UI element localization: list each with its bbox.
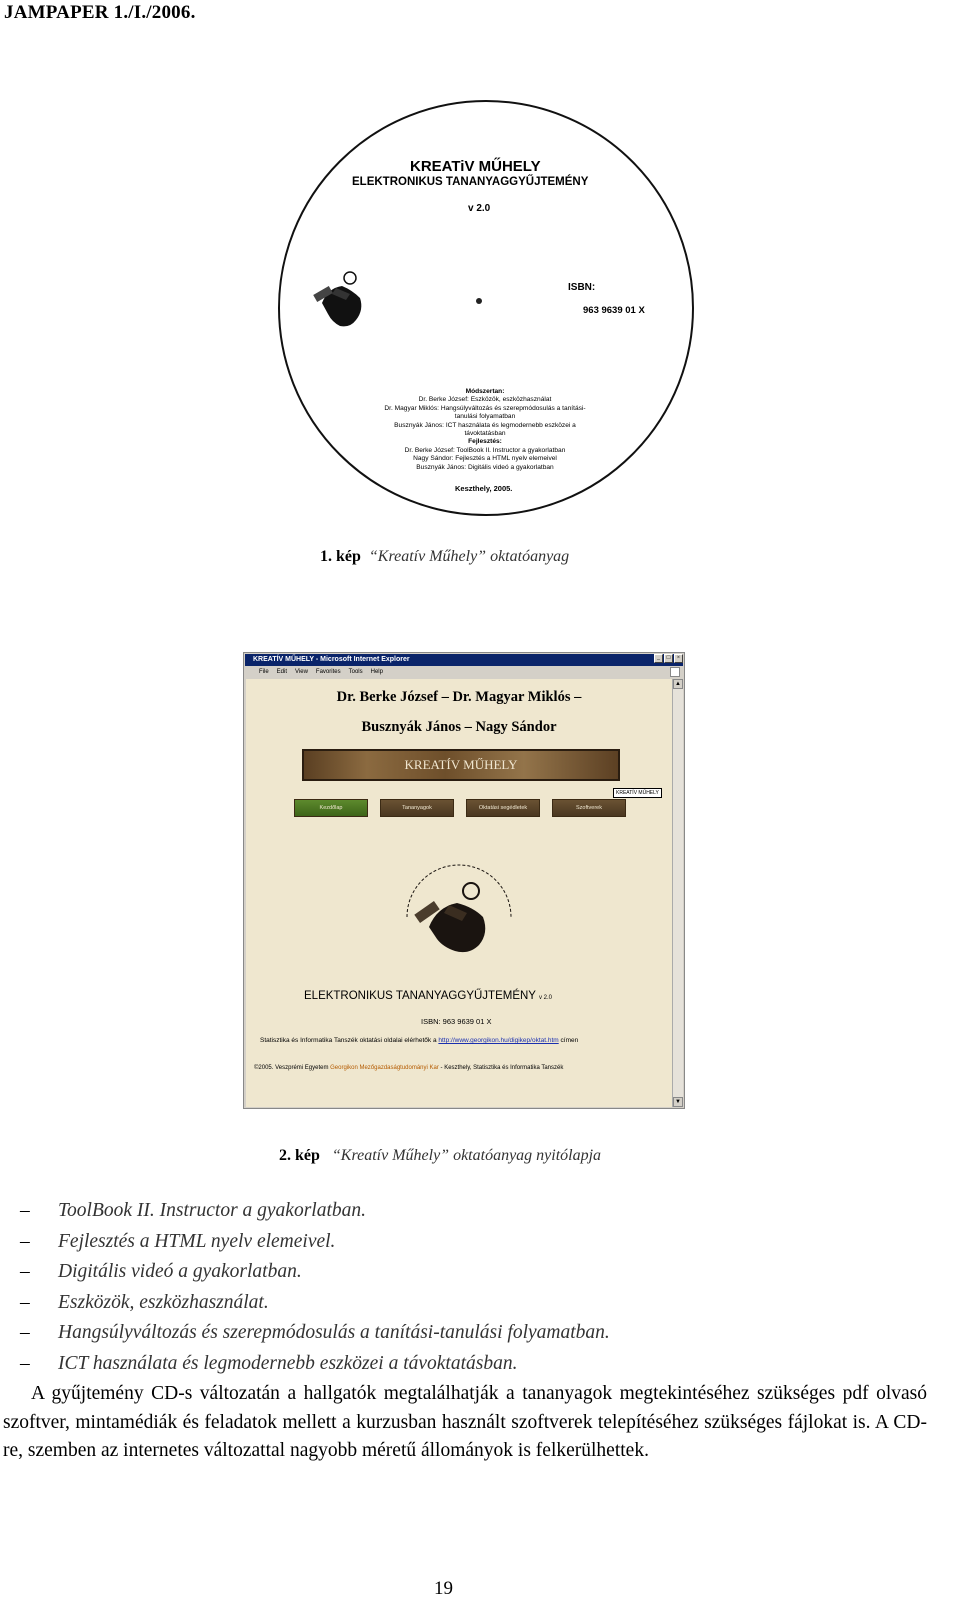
list-item — [20, 1292, 610, 1323]
info-line: Statisztika és Informatika Tanszék oktatási oldalai elérhetők a http://www.georgikon.hu/digikep/oktat.htm címen — [260, 1037, 579, 1044]
dash-bullet: – — [20, 1261, 30, 1282]
list-item — [20, 1200, 610, 1231]
list-item — [20, 1353, 610, 1384]
menu-item-favorites[interactable]: Favorites — [315, 669, 341, 675]
list-item — [20, 1261, 610, 1292]
list-item-text: ICT használata és legmodernebb eszközei a távoktatásban. — [58, 1352, 518, 1374]
cd-credit-line: távoktatásban — [464, 430, 506, 438]
dash-bullet: – — [20, 1200, 30, 1221]
nav-button[interactable]: Kezdőlap — [294, 799, 368, 817]
vertical-scrollbar[interactable] — [672, 679, 683, 1107]
collection-title: ELEKTRONIKUS TANANYAGGYŰJTEMÉNY v 2.0 — [304, 990, 552, 1002]
window-title: KREATÍV MŰHELY - Microsoft Internet Explorer — [245, 654, 683, 666]
cd-credit-line: Nagy Sándor: Fejlesztés a HTML nyelv elemeivel — [413, 455, 557, 463]
nav-button[interactable]: Szoftverek — [552, 799, 626, 817]
dash-bullet: – — [20, 1230, 30, 1252]
list-item — [20, 1322, 610, 1353]
cd-credit-line: Fejlesztés: — [468, 438, 502, 446]
window-controls — [654, 654, 683, 663]
cd-center-dot — [476, 298, 482, 304]
menu-item-edit[interactable]: Edit — [276, 669, 288, 675]
body-paragraph: A gyűjtemény CD-s változatán a hallgatók megtalálhatják a tananyagok megtekintéséhez szükséges pdf olvasó szoftver, mintamédiák és feladatok mellett a kurzusban használt szoftverek telepítéséhez szükséges fájlokat is. A CD-re, szemben az internetes változattal nagyobb méretű állományok is felkerülhettek. — [3, 1383, 927, 1461]
copyright-line: ©2005. Veszprémi Egyetem Georgikon Mezőgazdaságtudományi Kar - Keszthely, Statisztika és Informatika Tanszék — [254, 1065, 564, 1071]
journal-header: JAMPAPER 1./I./2006. — [4, 2, 196, 23]
dash-bullet: – — [20, 1322, 30, 1343]
cd-credit-line: Dr. Berke József: ToolBook II. Instructor a gyakorlatban — [404, 446, 566, 454]
menu-item-file[interactable]: File — [259, 669, 269, 675]
menu-bar — [245, 667, 683, 677]
cd-credit-line: Dr. Berke József: Eszközök, eszközhasználat — [418, 396, 552, 404]
bullet-list — [20, 1200, 610, 1383]
cd-credit-line: Busznyák János: Digitális videó a gyakorlatban — [416, 463, 554, 471]
cd-credit-line: Módszertan: — [465, 388, 505, 395]
menu-item-tools[interactable]: Tools — [348, 669, 363, 675]
cd-credit-line: tanulási folyamatban — [454, 413, 516, 421]
page-number: 19 — [434, 1578, 453, 1599]
page-content — [246, 679, 672, 1107]
authors-line-1: Dr. Berke József – Dr. Magyar Miklós – — [336, 689, 582, 705]
cd-isbn-number: 963 9639 01 X — [583, 305, 645, 316]
cd-credit-line: Dr. Magyar Miklós: Hangsúlyváltozás és szerepmódosulás a tanítási- — [384, 404, 586, 412]
dash-bullet: – — [20, 1352, 30, 1374]
list-item — [20, 1231, 610, 1262]
figure-caption-1: 1. kép “Kreatív Műhely” oktatóanyag — [320, 548, 570, 565]
maximize-icon: □ — [664, 654, 673, 663]
scroll-up-icon[interactable]: ▲ — [673, 679, 683, 689]
list-item-text: Eszközök, eszközhasználat. — [58, 1291, 269, 1313]
close-icon: × — [674, 654, 683, 663]
faculty-link[interactable]: Georgikon Mezőgazdaságtudományi Kar — [330, 1065, 439, 1071]
department-logo-cd — [292, 248, 392, 358]
nav-buttons — [294, 799, 626, 817]
minimize-icon: _ — [654, 654, 663, 663]
cd-credits — [360, 388, 610, 472]
isbn-text: ISBN: 963 9639 01 X — [421, 1017, 492, 1026]
browser-screenshot — [243, 652, 685, 1109]
cd-credit-line: Busznyák János: ICT használata és legmodernebb eszközei a — [394, 421, 576, 429]
figure-caption-2: 2. kép “Kreatív Műhely” oktatóanyag nyitólapja — [279, 1147, 602, 1164]
cd-place-date: Keszthely, 2005. — [455, 484, 513, 493]
cd-isbn-label: ISBN: — [568, 282, 596, 293]
info-link[interactable]: http://www.georgikon.hu/digikep/oktat.htm — [438, 1037, 559, 1044]
cd-title: KREATiV MŰHELY — [410, 158, 541, 175]
list-item-text: ToolBook II. Instructor a gyakorlatban. — [58, 1200, 367, 1221]
scroll-down-icon[interactable]: ▼ — [673, 1097, 683, 1107]
ie-logo-icon — [670, 667, 680, 677]
menu-item-help[interactable]: Help — [370, 669, 383, 675]
cd-subtitle: ELEKTRONIKUS TANANYAGGYŰJTEMÉNY — [352, 176, 589, 188]
kreativ-banner: KREATÍV MŰHELY — [302, 749, 620, 781]
nav-button[interactable]: Tananyagok — [380, 799, 454, 817]
list-item-text: Digitális videó a gyakorlatban. — [58, 1261, 302, 1282]
tooltip: KREATÍV MŰHELY — [613, 788, 662, 798]
list-item-text: Hangsúlyváltozás és szerepmódosulás a tanítási-tanulási folyamatban. — [58, 1322, 610, 1343]
list-item-text: Fejlesztés a HTML nyelv elemeivel. — [58, 1230, 336, 1252]
menu-item-view[interactable]: View — [295, 669, 308, 675]
dash-bullet: – — [20, 1291, 30, 1313]
department-logo — [389, 847, 529, 987]
nav-button[interactable]: Oktatási segédletek — [466, 799, 540, 817]
authors-line-2: Busznyák János – Nagy Sándor — [361, 719, 557, 735]
cd-version: v 2.0 — [468, 203, 491, 214]
